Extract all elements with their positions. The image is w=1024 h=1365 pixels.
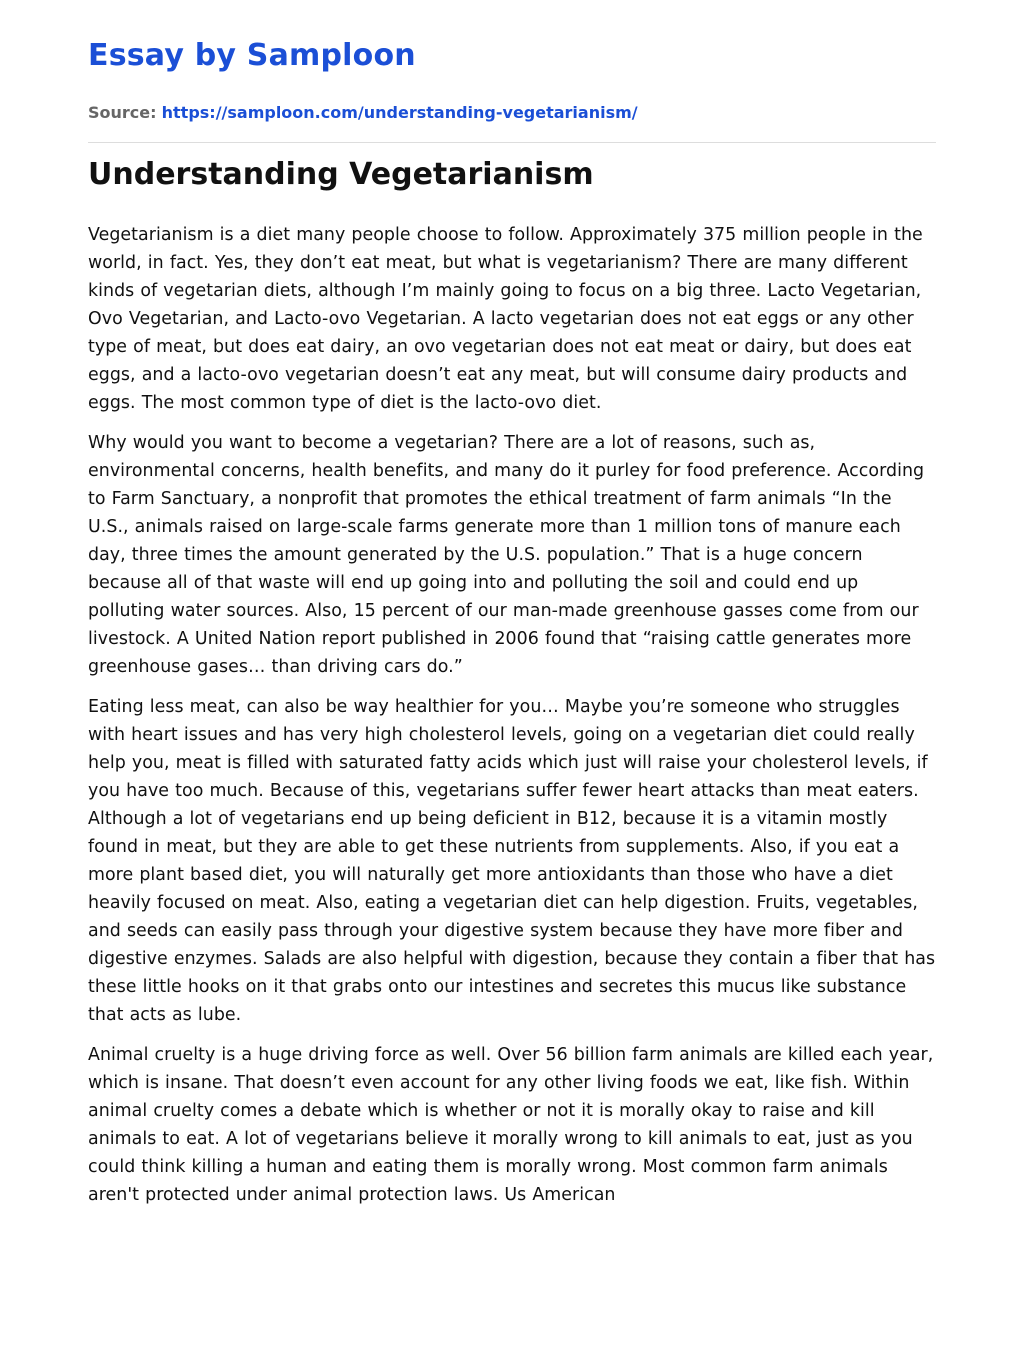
source-label: Source:	[88, 103, 157, 122]
essay-paragraph: Eating less meat, can also be way healthier for you… Maybe you’re someone who struggles with heart issues and has very high cholesterol levels, going on a vegetarian diet could really help you, meat is filled with saturated fatty acids which just will raise your cholesterol levels, if you have too much. Because of this, vegetarians suffer fewer heart attacks than meat eaters. Although a lot of vegetarians end up being deficient in B12, because it is a vitamin mostly found in meat, but they are able to get these nutrients from supplements. Also, if you eat a more plant based diet, you will naturally get more antioxidants than those who have a diet heavily focused on meat. Also, eating a vegetarian diet can help digestion. Fruits, vegetables, and seeds can easily pass through your digestive system because they have more fiber and digestive enzymes. Salads are also helpful with digestion, because they contain a fiber that has these little hooks on it that grabs onto our intestines and secretes this mucus like substance that acts as lube.	[88, 697, 936, 1025]
header-divider	[88, 142, 936, 143]
site-brand[interactable]: Essay by Samploon	[88, 38, 416, 73]
source-link[interactable]: https://samploon.com/understanding-vegetarianism/	[161, 103, 638, 122]
source-line	[88, 102, 638, 124]
essay-paragraph: Animal cruelty is a huge driving force as well. Over 56 billion farm animals are killed each year, which is insane. That doesn’t even account for any other living foods we eat, like fish. Within animal cruelty comes a debate which is whether or not it is morally okay to raise and kill animals to eat. A lot of vegetarians believe it morally wrong to kill animals to eat, just as you could think killing a human and eating them is morally wrong. Most common farm animals aren't protected under animal protection laws. Us American	[88, 1045, 934, 1205]
essay-title: Understanding Vegetarianism	[88, 157, 594, 192]
essay-paragraph: Vegetarianism is a diet many people choose to follow. Approximately 375 million people in the world, in fact. Yes, they don’t eat meat, but what is vegetarianism? There are many different kinds of vegetarian diets, although I’m mainly going to focus on a big three. Lacto Vegetarian, Ovo Vegetarian, and Lacto-ovo Vegetarian. A lacto vegetarian does not eat eggs or any other type of meat, but does eat dairy, an ovo vegetarian does not eat meat or dairy, but does eat eggs, and a lacto-ovo vegetarian doesn’t eat any meat, but will consume dairy products and eggs. The most common type of diet is the lacto-ovo diet.	[88, 225, 923, 413]
essay-paragraph: Why would you want to become a vegetarian? There are a lot of reasons, such as, environmental concerns, health benefits, and many do it purley for food preference. According to Farm Sanctuary, a nonprofit that promotes the ethical treatment of farm animals “In the U.S., animals raised on large-scale farms generate more than 1 million tons of manure each day, three times the amount generated by the U.S. population.” That is a huge concern because all of that waste will end up going into and polluting the soil and could end up polluting water sources. Also, 15 percent of our man-made greenhouse gasses come from our livestock. A United Nation report published in 2006 found that “raising cattle generates more greenhouse gases… than driving cars do.”	[88, 433, 925, 677]
essay-body	[88, 221, 936, 1221]
